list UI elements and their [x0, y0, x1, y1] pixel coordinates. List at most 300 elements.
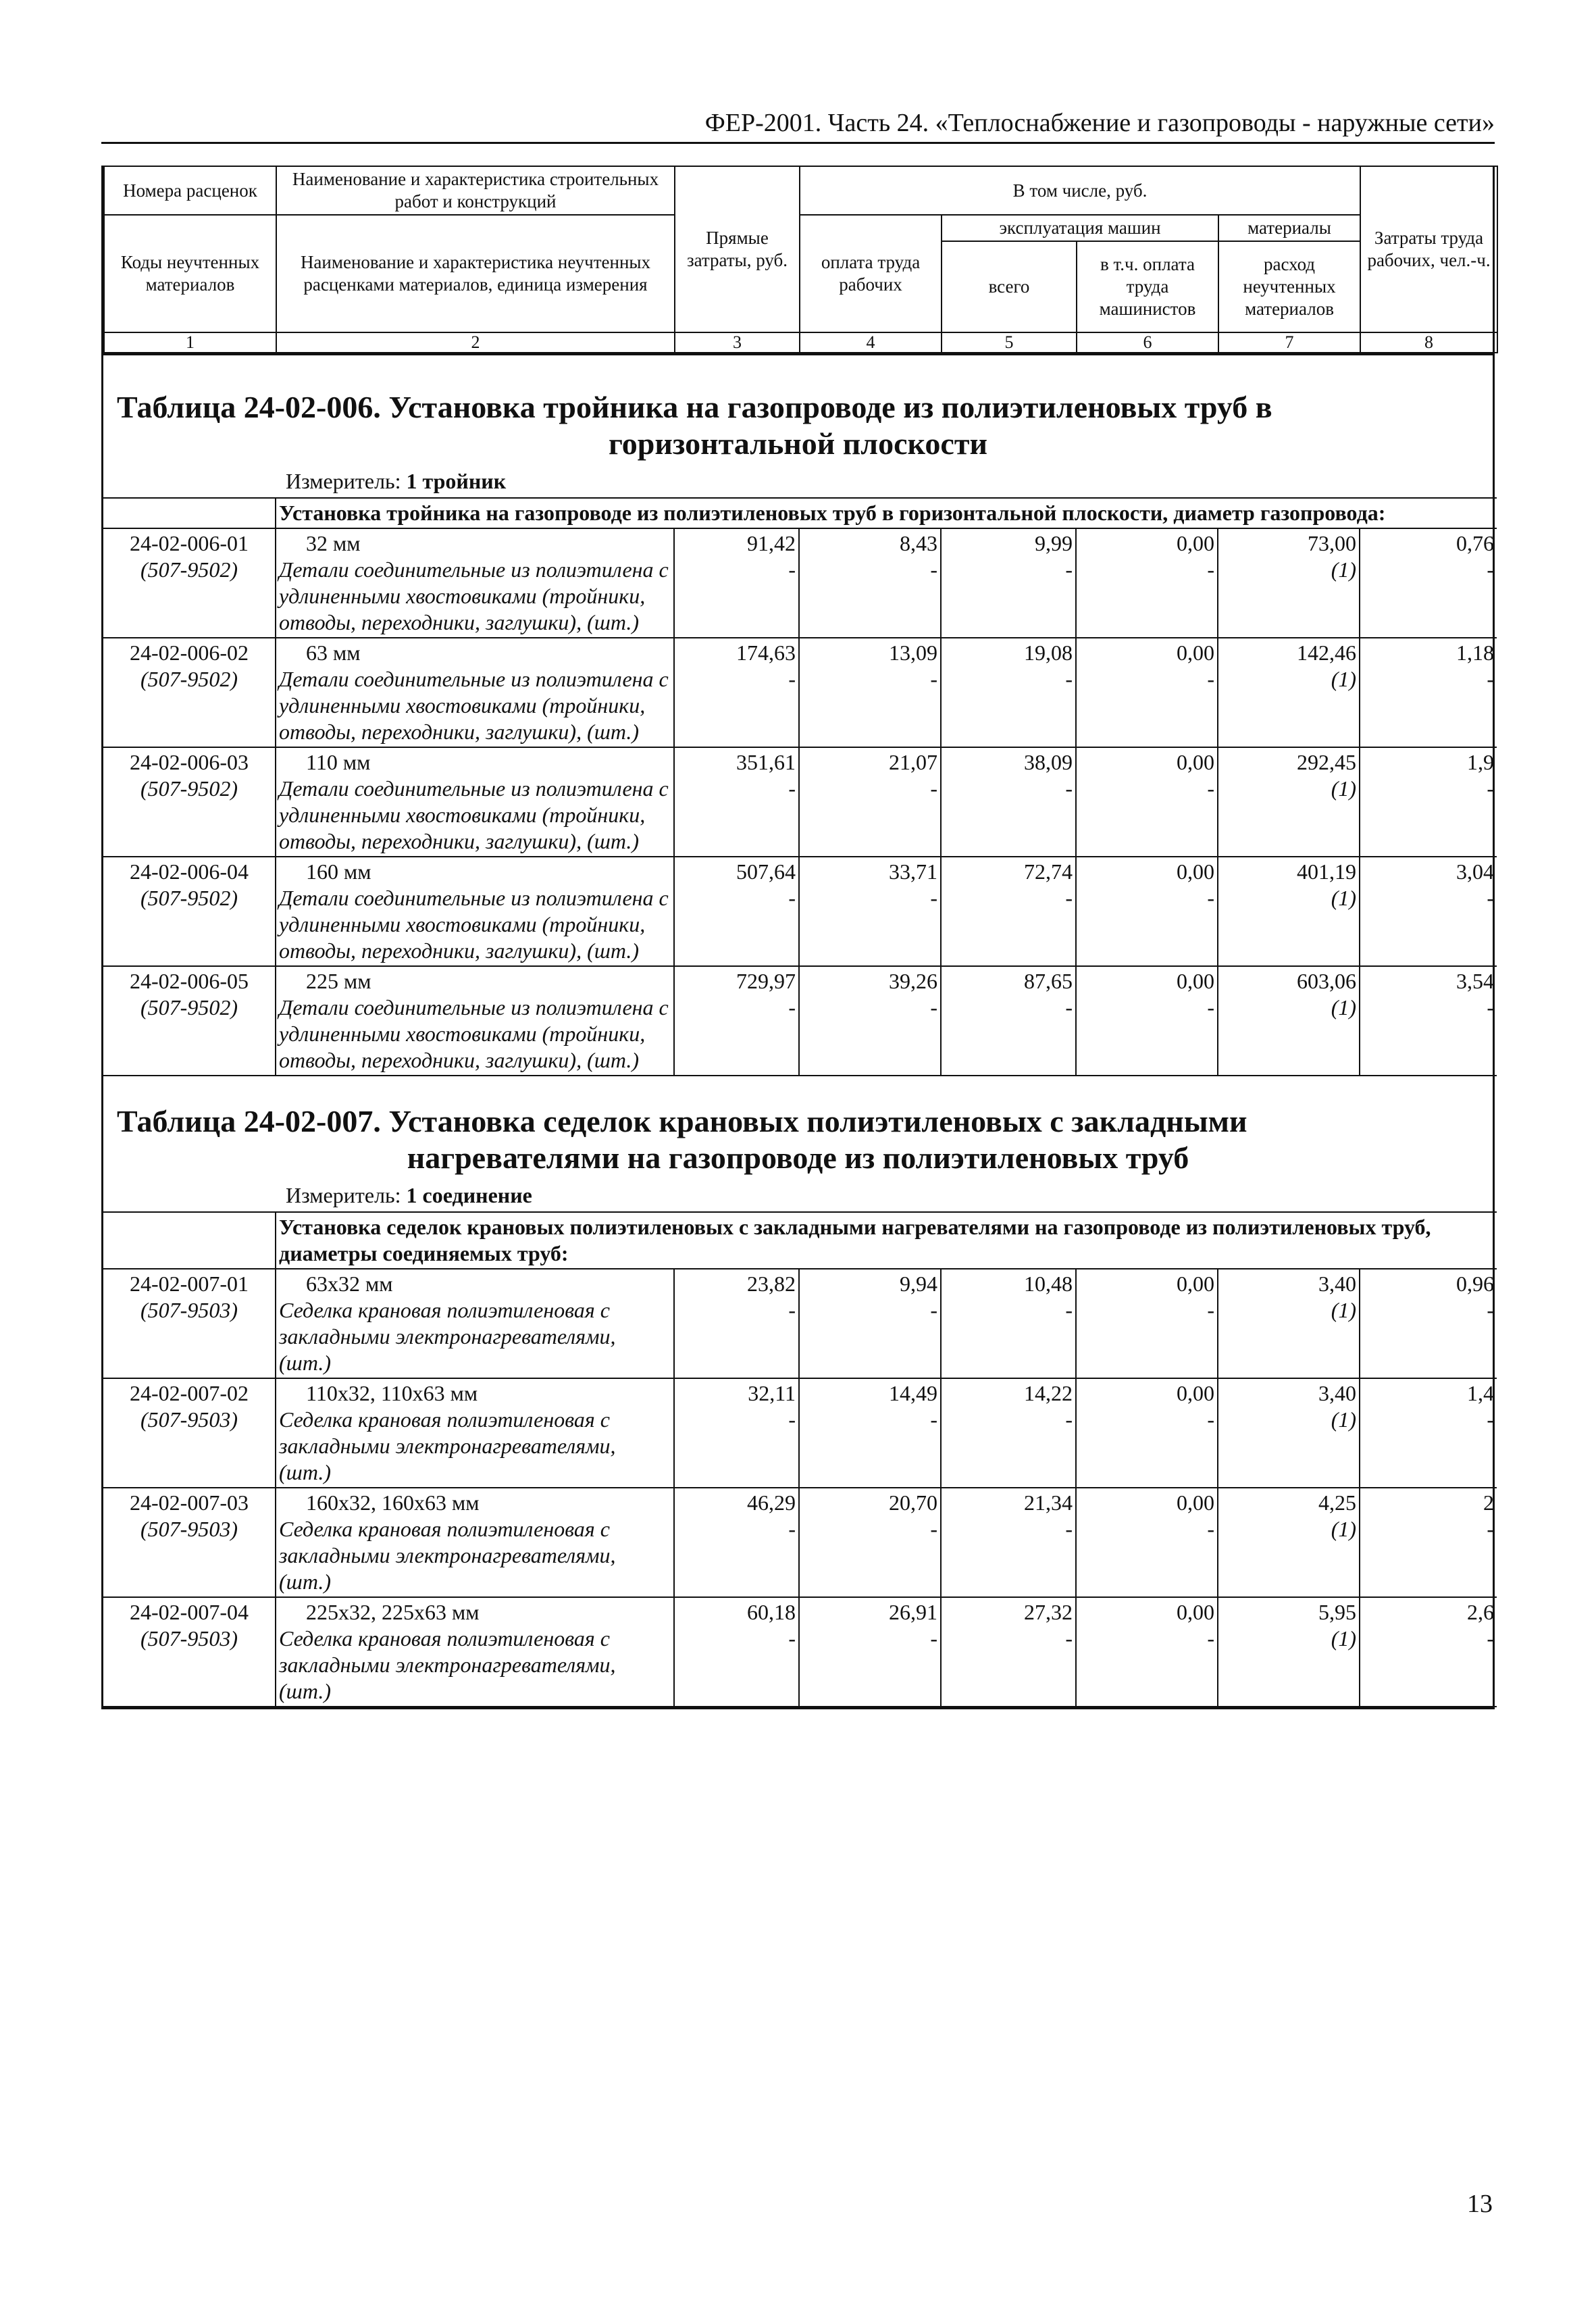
materials-value: 401,19 — [1297, 859, 1356, 884]
rate-code: 24-02-006-03 — [130, 750, 249, 774]
dash-mark — [677, 557, 796, 583]
dash-text: - — [1065, 886, 1073, 910]
mach-cell — [941, 966, 1076, 1076]
qty-mark — [1221, 1516, 1356, 1542]
mach-value: 38,09 — [1024, 750, 1073, 774]
running-title: ФЕР-2001. Часть 24. «Теплоснабжение и газопроводы - наружные сети» — [101, 108, 1495, 144]
dash-text: - — [1207, 1407, 1214, 1432]
dash-text: - — [788, 776, 796, 801]
materials-cell — [1218, 747, 1360, 857]
dash-mark — [802, 776, 937, 802]
rate-code: 24-02-007-03 — [130, 1490, 249, 1515]
qty-text: (1) — [1331, 557, 1356, 582]
section-caption: Установка тройника на газопроводе из полиэтиленовых труб в горизонтальной плоскости, диаметр газопровода: — [276, 498, 1497, 528]
dash-mark — [944, 1407, 1073, 1433]
header-c3: Прямые затраты, руб. — [675, 166, 800, 332]
material-name: Седелка крановая полиэтиленовая с закладными электронагревателями, (шт.) — [279, 1298, 616, 1375]
size-label: 110х32, 110х63 мм — [306, 1381, 478, 1405]
direct-cell — [674, 528, 799, 638]
materials-cell — [1218, 1269, 1360, 1378]
dash-text: - — [930, 1298, 937, 1322]
description-cell — [276, 1488, 674, 1597]
dash-mark — [677, 1297, 796, 1324]
dash-mark — [1079, 557, 1214, 583]
column-number: 8 — [1360, 332, 1497, 353]
code-cell — [103, 966, 276, 1076]
hours-value: 3,54 — [1456, 969, 1495, 993]
size-label: 160х32, 160х63 мм — [306, 1490, 480, 1515]
code-cell — [103, 1378, 276, 1488]
mach-cell — [941, 528, 1076, 638]
direct-value: 46,29 — [747, 1490, 796, 1515]
dash-text: - — [1065, 667, 1073, 691]
dash-mark — [802, 1626, 937, 1652]
dash-text: - — [1487, 1517, 1495, 1541]
material-code: (507-9503) — [140, 1517, 238, 1541]
material-code: (507-9502) — [140, 776, 238, 801]
description-cell — [276, 1597, 674, 1707]
direct-cell — [674, 1269, 799, 1378]
hours-value: 1,4 — [1467, 1381, 1495, 1405]
materials-value: 142,46 — [1297, 640, 1356, 665]
column-number: 4 — [800, 332, 942, 353]
labor-cell — [799, 1597, 941, 1707]
material-name: Детали соединительные из полиэтилена с удлиненными хвостовиками (тройники, отводы, переходники, заглушки), (шт.) — [279, 776, 669, 853]
direct-cell — [674, 1597, 799, 1707]
qty-mark — [1221, 1297, 1356, 1324]
dash-mark — [802, 666, 937, 693]
material-name: Седелка крановая полиэтиленовая с закладными электронагревателями, (шт.) — [279, 1626, 616, 1703]
materials-cell — [1218, 966, 1360, 1076]
dash-mark — [1363, 1407, 1494, 1433]
mach-labor-cell — [1076, 966, 1218, 1076]
material-name: Детали соединительные из полиэтилена с удлиненными хвостовиками (тройники, отводы, переходники, заглушки), (шт.) — [279, 667, 669, 744]
dash-mark — [944, 1626, 1073, 1652]
qty-mark — [1221, 995, 1356, 1021]
dash-text: - — [1207, 1517, 1214, 1541]
description-cell — [276, 857, 674, 966]
dash-mark — [677, 776, 796, 802]
code-cell — [103, 1269, 276, 1378]
column-number: 3 — [675, 332, 800, 353]
labor-value: 9,94 — [900, 1272, 937, 1296]
dash-text: - — [788, 1407, 796, 1432]
dash-text: - — [788, 1626, 796, 1651]
materials-value: 603,06 — [1297, 969, 1356, 993]
material-code: (507-9502) — [140, 995, 238, 1020]
dash-text: - — [788, 1517, 796, 1541]
rate-code: 24-02-006-02 — [130, 640, 249, 665]
measure-value: 1 тройник — [406, 469, 507, 493]
table-row — [103, 638, 1497, 747]
dash-mark — [944, 776, 1073, 802]
mach-value: 21,34 — [1024, 1490, 1073, 1515]
mach-labor-cell — [1076, 1269, 1218, 1378]
dash-mark — [1079, 885, 1214, 911]
direct-value: 351,61 — [736, 750, 796, 774]
dash-mark — [1079, 776, 1214, 802]
qty-text: (1) — [1331, 1517, 1356, 1541]
header-c4: оплата труда рабочих — [800, 215, 942, 332]
code-cell — [103, 857, 276, 966]
dash-mark — [802, 1516, 937, 1542]
materials-value: 3,40 — [1318, 1272, 1356, 1296]
dash-mark — [1363, 776, 1494, 802]
dash-text: - — [930, 557, 937, 582]
mach-cell — [941, 1378, 1076, 1488]
mach-labor-cell — [1076, 638, 1218, 747]
dash-text: - — [930, 1626, 937, 1651]
mach-labor-value: 0,00 — [1177, 750, 1214, 774]
material-code: (507-9502) — [140, 667, 238, 691]
direct-value: 174,63 — [736, 640, 796, 665]
material-name: Детали соединительные из полиэтилена с удлиненными хвостовиками (тройники, отводы, переходники, заглушки), (шт.) — [279, 995, 669, 1072]
qty-text: (1) — [1331, 1626, 1356, 1651]
labor-value: 20,70 — [889, 1490, 937, 1515]
size-label: 225х32, 225х63 мм — [306, 1600, 480, 1624]
measure-label: Измеритель: — [286, 1183, 401, 1207]
labor-value: 26,91 — [889, 1600, 937, 1624]
dash-mark — [944, 557, 1073, 583]
dash-mark — [802, 557, 937, 583]
dash-text: - — [1065, 1517, 1073, 1541]
dash-mark — [1079, 1407, 1214, 1433]
hours-value: 2,6 — [1467, 1600, 1495, 1624]
mach-cell — [941, 1488, 1076, 1597]
dash-text: - — [1487, 776, 1495, 801]
rate-code: 24-02-006-01 — [130, 531, 249, 555]
dash-mark — [1363, 666, 1494, 693]
labor-cell — [799, 747, 941, 857]
direct-cell — [674, 747, 799, 857]
table-row — [103, 966, 1497, 1076]
mach-labor-value: 0,00 — [1177, 1272, 1214, 1296]
hours-value: 1,9 — [1467, 750, 1495, 774]
dash-mark — [677, 885, 796, 911]
dash-text: - — [930, 1407, 937, 1432]
size-label: 63 мм — [306, 640, 361, 665]
dash-mark — [944, 885, 1073, 911]
qty-text: (1) — [1331, 776, 1356, 801]
mach-value: 72,74 — [1024, 859, 1073, 884]
direct-value: 507,64 — [736, 859, 796, 884]
materials-cell — [1218, 1378, 1360, 1488]
dash-text: - — [1207, 1298, 1214, 1322]
dash-text: - — [1207, 667, 1214, 691]
dash-mark — [802, 1407, 937, 1433]
direct-value: 91,42 — [747, 531, 796, 555]
column-number: 5 — [942, 332, 1077, 353]
table-title-line-2: нагревателями на газопроводе из полиэтиленовых труб — [407, 1140, 1189, 1175]
direct-value: 729,97 — [736, 969, 796, 993]
column-number: 6 — [1077, 332, 1218, 353]
dash-mark — [677, 1407, 796, 1433]
labor-cell — [799, 1269, 941, 1378]
hours-cell — [1360, 747, 1497, 857]
rate-code: 24-02-007-04 — [130, 1600, 249, 1624]
dash-text: - — [1065, 776, 1073, 801]
rate-code: 24-02-006-04 — [130, 859, 249, 884]
header-c2-bottom: Наименование и характеристика неучтенных расценками материалов, единица измерения — [276, 215, 675, 332]
description-cell — [276, 1378, 674, 1488]
dash-text: - — [788, 667, 796, 691]
dash-text: - — [930, 667, 937, 691]
table-title — [117, 1103, 1479, 1176]
mach-labor-cell — [1076, 1488, 1218, 1597]
header-c5: всего — [942, 241, 1077, 332]
mach-value: 10,48 — [1024, 1272, 1073, 1296]
column-header-table — [103, 166, 1498, 353]
dash-text: - — [1487, 1298, 1495, 1322]
dash-text: - — [930, 776, 937, 801]
qty-mark — [1221, 1626, 1356, 1652]
size-label: 160 мм — [306, 859, 371, 884]
table-row — [103, 1488, 1497, 1597]
dash-text: - — [1065, 1298, 1073, 1322]
code-cell — [103, 747, 276, 857]
size-label: 110 мм — [306, 750, 371, 774]
size-label: 63х32 мм — [306, 1272, 393, 1296]
rate-code: 24-02-007-01 — [130, 1272, 249, 1296]
mach-labor-value: 0,00 — [1177, 640, 1214, 665]
mach-value: 27,32 — [1024, 1600, 1073, 1624]
materials-cell — [1218, 638, 1360, 747]
labor-cell — [799, 857, 941, 966]
size-label: 225 мм — [306, 969, 371, 993]
mach-value: 19,08 — [1024, 640, 1073, 665]
code-cell — [103, 1488, 276, 1597]
table-24-02-007-heading — [103, 1076, 1493, 1211]
dash-mark — [802, 885, 937, 911]
direct-cell — [674, 1378, 799, 1488]
measure-value: 1 соединение — [406, 1183, 532, 1207]
dash-text: - — [1487, 995, 1495, 1020]
qty-text: (1) — [1331, 667, 1356, 691]
materials-value: 5,95 — [1318, 1600, 1356, 1624]
table-title — [117, 389, 1479, 462]
direct-value: 32,11 — [748, 1381, 796, 1405]
dash-text: - — [1487, 667, 1495, 691]
mach-cell — [941, 638, 1076, 747]
header-c1-bottom: Коды неучтенных материалов — [104, 215, 276, 332]
labor-value: 21,07 — [889, 750, 937, 774]
dash-text: - — [930, 1517, 937, 1541]
column-number: 7 — [1218, 332, 1360, 353]
material-code: (507-9503) — [140, 1298, 238, 1322]
header-c1-top: Номера расценок — [104, 166, 276, 215]
dash-text: - — [930, 886, 937, 910]
materials-cell — [1218, 857, 1360, 966]
table-row — [103, 1269, 1497, 1378]
header-c6: в т.ч. оплата труда машинистов — [1077, 241, 1218, 332]
mach-value: 9,99 — [1035, 531, 1073, 555]
code-cell — [103, 638, 276, 747]
table-row — [103, 747, 1497, 857]
materials-cell — [1218, 528, 1360, 638]
dash-mark — [1079, 995, 1214, 1021]
dash-mark — [677, 666, 796, 693]
table-row — [103, 1597, 1497, 1707]
materials-value: 3,40 — [1318, 1381, 1356, 1405]
materials-value: 4,25 — [1318, 1490, 1356, 1515]
size-label: 32 мм — [306, 531, 361, 555]
mach-labor-value: 0,00 — [1177, 859, 1214, 884]
mach-labor-value: 0,00 — [1177, 1381, 1214, 1405]
header-machines: эксплуатация машин — [942, 215, 1218, 241]
mach-cell — [941, 1269, 1076, 1378]
table-row — [103, 1378, 1497, 1488]
dash-mark — [677, 1516, 796, 1542]
hours-cell — [1360, 1378, 1497, 1488]
dash-mark — [1079, 1516, 1214, 1542]
dash-mark — [1363, 557, 1494, 583]
hours-cell — [1360, 857, 1497, 966]
table-title-line-2: горизонтальной плоскости — [609, 426, 987, 461]
header-c7: расход неучтенных материалов — [1218, 241, 1360, 332]
direct-cell — [674, 966, 799, 1076]
material-code: (507-9503) — [140, 1626, 238, 1651]
dash-text: - — [930, 995, 937, 1020]
dash-mark — [1363, 885, 1494, 911]
hours-value: 0,96 — [1456, 1272, 1495, 1296]
materials-cell — [1218, 1597, 1360, 1707]
code-cell — [103, 528, 276, 638]
hours-value: 1,18 — [1456, 640, 1495, 665]
page-number: 13 — [1467, 2190, 1493, 2218]
price-sheet — [101, 166, 1495, 1709]
mach-labor-value: 0,00 — [1177, 969, 1214, 993]
material-name: Седелка крановая полиэтиленовая с закладными электронагревателями, (шт.) — [279, 1407, 616, 1484]
material-code: (507-9502) — [140, 557, 238, 582]
direct-value: 60,18 — [747, 1600, 796, 1624]
dash-mark — [677, 1626, 796, 1652]
dash-text: - — [1487, 1626, 1495, 1651]
labor-value: 39,26 — [889, 969, 937, 993]
mach-labor-cell — [1076, 857, 1218, 966]
dash-mark — [802, 995, 937, 1021]
dash-text: - — [1207, 776, 1214, 801]
mach-labor-cell — [1076, 747, 1218, 857]
dash-mark — [1079, 666, 1214, 693]
table-title-line-1: Таблица 24-02-007. Установка седелок крановых полиэтиленовых с закладными — [117, 1104, 1247, 1138]
dash-text: - — [1065, 1626, 1073, 1651]
direct-value: 23,82 — [747, 1272, 796, 1296]
dash-text: - — [1487, 557, 1495, 582]
hours-value: 0,76 — [1456, 531, 1495, 555]
labor-value: 14,49 — [889, 1381, 937, 1405]
dash-mark — [944, 666, 1073, 693]
labor-value: 13,09 — [889, 640, 937, 665]
code-cell — [103, 1597, 276, 1707]
table-24-02-006 — [103, 497, 1497, 1076]
mach-value: 87,65 — [1024, 969, 1073, 993]
dash-text: - — [1487, 1407, 1495, 1432]
direct-cell — [674, 1488, 799, 1597]
dash-text: - — [788, 886, 796, 910]
dash-text: - — [1065, 995, 1073, 1020]
mach-labor-value: 0,00 — [1177, 1490, 1214, 1515]
hours-cell — [1360, 1488, 1497, 1597]
column-number: 2 — [276, 332, 675, 353]
section-caption: Установка седелок крановых полиэтиленовых с закладными нагревателями на газопроводе из полиэтиленовых труб, диаметры соединяемых труб: — [276, 1212, 1497, 1269]
dash-text: - — [1207, 1626, 1214, 1651]
dash-mark — [1363, 995, 1494, 1021]
materials-value: 73,00 — [1308, 531, 1356, 555]
qty-text: (1) — [1331, 886, 1356, 910]
materials-cell — [1218, 1488, 1360, 1597]
mach-value: 14,22 — [1024, 1381, 1073, 1405]
qty-text: (1) — [1331, 995, 1356, 1020]
hours-value: 3,04 — [1456, 859, 1495, 884]
hours-cell — [1360, 1269, 1497, 1378]
table-title-line-1: Таблица 24-02-006. Установка тройника на газопроводе из полиэтиленовых труб в — [117, 390, 1272, 424]
material-code: (507-9503) — [140, 1407, 238, 1432]
mach-labor-value: 0,00 — [1177, 1600, 1214, 1624]
description-cell — [276, 1269, 674, 1378]
dash-text: - — [1207, 557, 1214, 582]
hours-cell — [1360, 966, 1497, 1076]
dash-mark — [677, 995, 796, 1021]
description-cell — [276, 638, 674, 747]
labor-cell — [799, 1488, 941, 1597]
dash-text: - — [1207, 995, 1214, 1020]
hours-cell — [1360, 528, 1497, 638]
qty-text: (1) — [1331, 1407, 1356, 1432]
qty-mark — [1221, 1407, 1356, 1433]
labor-value: 8,43 — [900, 531, 937, 555]
description-cell — [276, 966, 674, 1076]
material-name: Седелка крановая полиэтиленовая с закладными электронагревателями, (шт.) — [279, 1517, 616, 1594]
header-c8: Затраты труда рабочих, чел.-ч. — [1360, 166, 1497, 332]
material-code: (507-9502) — [140, 886, 238, 910]
dash-mark — [1079, 1297, 1214, 1324]
measure-unit — [286, 1182, 1493, 1211]
mach-labor-value: 0,00 — [1177, 531, 1214, 555]
mach-labor-cell — [1076, 1597, 1218, 1707]
dash-text: - — [788, 557, 796, 582]
labor-value: 33,71 — [889, 859, 937, 884]
mach-cell — [941, 747, 1076, 857]
dash-text: - — [1487, 886, 1495, 910]
direct-cell — [674, 638, 799, 747]
measure-label: Измеритель: — [286, 469, 401, 493]
header-group: В том числе, руб. — [800, 166, 1360, 215]
hours-cell — [1360, 638, 1497, 747]
direct-cell — [674, 857, 799, 966]
qty-mark — [1221, 885, 1356, 911]
labor-cell — [799, 966, 941, 1076]
labor-cell — [799, 638, 941, 747]
qty-mark — [1221, 666, 1356, 693]
dash-text: - — [1207, 886, 1214, 910]
mach-labor-cell — [1076, 1378, 1218, 1488]
dash-mark — [1363, 1626, 1494, 1652]
dash-text: - — [1065, 1407, 1073, 1432]
table-row — [103, 857, 1497, 966]
dash-text: - — [788, 995, 796, 1020]
header-materials: материалы — [1218, 215, 1360, 241]
table-24-02-006-heading — [103, 353, 1493, 497]
material-name: Детали соединительные из полиэтилена с удлиненными хвостовиками (тройники, отводы, переходники, заглушки), (шт.) — [279, 557, 669, 634]
description-cell — [276, 747, 674, 857]
qty-mark — [1221, 776, 1356, 802]
dash-mark — [1363, 1516, 1494, 1542]
description-cell — [276, 528, 674, 638]
material-name: Детали соединительные из полиэтилена с удлиненными хвостовиками (тройники, отводы, переходники, заглушки), (шт.) — [279, 886, 669, 963]
table-24-02-007 — [103, 1211, 1497, 1707]
dash-mark — [944, 1297, 1073, 1324]
column-number: 1 — [104, 332, 276, 353]
